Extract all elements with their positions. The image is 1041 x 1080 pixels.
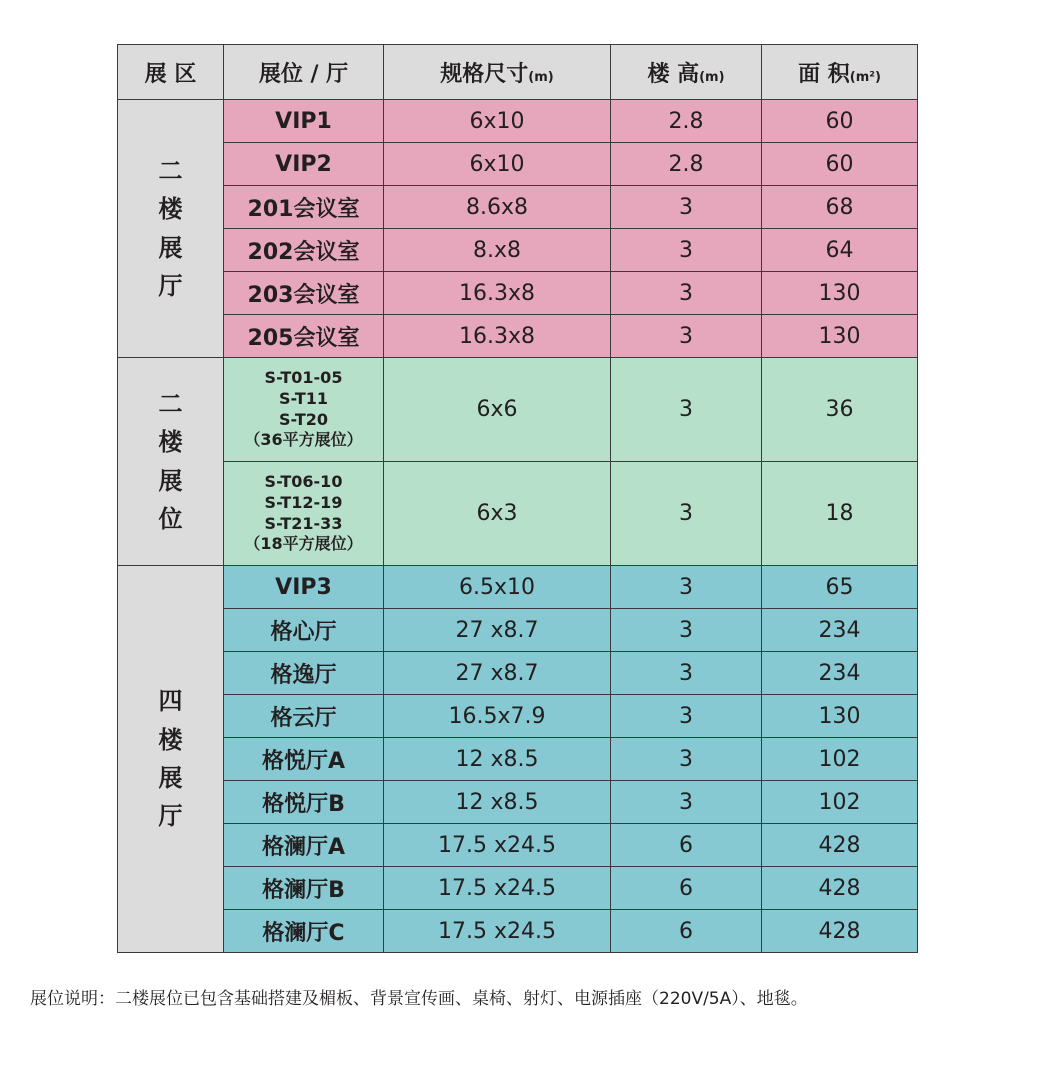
cell-height: 2.8 [611, 143, 762, 186]
table-row [118, 566, 918, 609]
cell-area: 60 [762, 143, 918, 186]
cell-area: 428 [762, 824, 918, 867]
cell-size: 6x6 [384, 358, 611, 462]
table-row [118, 100, 918, 143]
booth-code-line: S-T20 [279, 409, 328, 429]
header-size-unit: (m) [528, 69, 554, 85]
cell-height: 3 [611, 229, 762, 272]
hall-name: 205会议室 [224, 315, 384, 358]
cell-size: 16.3x8 [384, 272, 611, 315]
cell-size: 17.5 x24.5 [384, 910, 611, 953]
zone-label-char: 楼 [158, 725, 183, 754]
cell-height: 2.8 [611, 100, 762, 143]
hall-name: 格云厅 [224, 695, 384, 738]
cell-size: 16.3x8 [384, 315, 611, 358]
cell-size: 8.x8 [384, 229, 611, 272]
booth-code-line: S-T12-19 [264, 492, 343, 512]
cell-size: 12 x8.5 [384, 738, 611, 781]
booth-code-line: S-T01-05 [264, 367, 343, 387]
cell-height: 3 [611, 462, 762, 566]
cell-area: 102 [762, 781, 918, 824]
header-booth: 展位 / 厅 [224, 45, 384, 100]
hall-name: 格心厅 [224, 609, 384, 652]
cell-size: 6.5x10 [384, 566, 611, 609]
hall-name: 格逸厅 [224, 652, 384, 695]
cell-size: 27 x8.7 [384, 609, 611, 652]
cell-height: 3 [611, 652, 762, 695]
cell-height: 3 [611, 609, 762, 652]
hall-name: 202会议室 [224, 229, 384, 272]
cell-area: 65 [762, 566, 918, 609]
hall-name: 格澜厅A [224, 824, 384, 867]
booth-code-line: S-T21-33 [264, 513, 343, 533]
cell-area: 60 [762, 100, 918, 143]
cell-area: 64 [762, 229, 918, 272]
zone-label-char: 位 [158, 504, 183, 533]
zone-label-char: 楼 [158, 428, 183, 457]
zone-label-char: 展 [158, 233, 183, 262]
table-row [118, 824, 918, 867]
booth-code-line: （36平方展位） [244, 430, 363, 450]
hall-name: VIP2 [224, 143, 384, 186]
zone-label [118, 566, 224, 953]
zone-label-char: 四 [158, 687, 183, 716]
cell-height: 3 [611, 738, 762, 781]
hall-name: 格澜厅C [224, 910, 384, 953]
hall-name: VIP1 [224, 100, 384, 143]
cell-size: 27 x8.7 [384, 652, 611, 695]
cell-height: 3 [611, 566, 762, 609]
zone-label-char: 楼 [158, 195, 183, 224]
zone-label-char: 展 [158, 466, 183, 495]
cell-size: 12 x8.5 [384, 781, 611, 824]
cell-area: 130 [762, 695, 918, 738]
cell-area: 234 [762, 609, 918, 652]
header-area: 面 积(m²) [762, 45, 918, 100]
cell-height: 3 [611, 695, 762, 738]
cell-size: 17.5 x24.5 [384, 824, 611, 867]
booth-code-line: （18平方展位） [244, 534, 363, 554]
table-row [118, 695, 918, 738]
zone-label-char: 二 [158, 389, 183, 418]
table-row [118, 738, 918, 781]
table-row [118, 781, 918, 824]
cell-size: 6x3 [384, 462, 611, 566]
cell-area: 36 [762, 358, 918, 462]
zone-label-char: 厅 [158, 271, 183, 300]
table-header-row [118, 45, 918, 100]
venue-spec-table [117, 44, 918, 953]
cell-size: 8.6x8 [384, 186, 611, 229]
booth-codes [224, 462, 384, 566]
zone-label-char: 二 [158, 156, 183, 185]
cell-height: 6 [611, 867, 762, 910]
cell-height: 6 [611, 824, 762, 867]
table-row [118, 609, 918, 652]
cell-height: 3 [611, 358, 762, 462]
hall-name: 格悦厅B [224, 781, 384, 824]
booth-code-line: S-T06-10 [264, 471, 343, 491]
header-height-unit: (m) [699, 69, 725, 85]
zone-label [118, 358, 224, 566]
table-row [118, 462, 918, 566]
table-row [118, 358, 918, 462]
cell-area: 18 [762, 462, 918, 566]
table-row [118, 652, 918, 695]
cell-height: 3 [611, 186, 762, 229]
hall-name: 203会议室 [224, 272, 384, 315]
hall-name: 201会议室 [224, 186, 384, 229]
hall-name: 格悦厅A [224, 738, 384, 781]
cell-area: 130 [762, 315, 918, 358]
zone-label [118, 100, 224, 358]
cell-area: 234 [762, 652, 918, 695]
header-size: 规格尺寸(m) [384, 45, 611, 100]
cell-area: 428 [762, 910, 918, 953]
cell-height: 6 [611, 910, 762, 953]
table-row [118, 272, 918, 315]
zone-label-char: 厅 [158, 802, 183, 831]
header-height: 楼 高(m) [611, 45, 762, 100]
hall-name: VIP3 [224, 566, 384, 609]
booth-codes [224, 358, 384, 462]
cell-size: 17.5 x24.5 [384, 867, 611, 910]
table-row [118, 229, 918, 272]
table-row [118, 315, 918, 358]
table-row [118, 143, 918, 186]
zone-label-char: 展 [158, 764, 183, 792]
header-zone: 展 区 [118, 45, 224, 100]
cell-height: 3 [611, 781, 762, 824]
cell-height: 3 [611, 272, 762, 315]
cell-size: 16.5x7.9 [384, 695, 611, 738]
booth-note: 展位说明：二楼展位已包含基础搭建及楣板、背景宣传画、桌椅、射灯、电源插座（220V/5A）、地毯。 [30, 989, 808, 1009]
cell-area: 428 [762, 867, 918, 910]
hall-name: 格澜厅B [224, 867, 384, 910]
cell-area: 130 [762, 272, 918, 315]
booth-code-line: S-T11 [279, 388, 328, 408]
table-row [118, 186, 918, 229]
table-body [118, 100, 918, 953]
table-row [118, 910, 918, 953]
cell-height: 3 [611, 315, 762, 358]
cell-area: 68 [762, 186, 918, 229]
header-area-unit: (m²) [849, 69, 881, 85]
cell-size: 6x10 [384, 143, 611, 186]
cell-size: 6x10 [384, 100, 611, 143]
cell-area: 102 [762, 738, 918, 781]
table-row [118, 867, 918, 910]
